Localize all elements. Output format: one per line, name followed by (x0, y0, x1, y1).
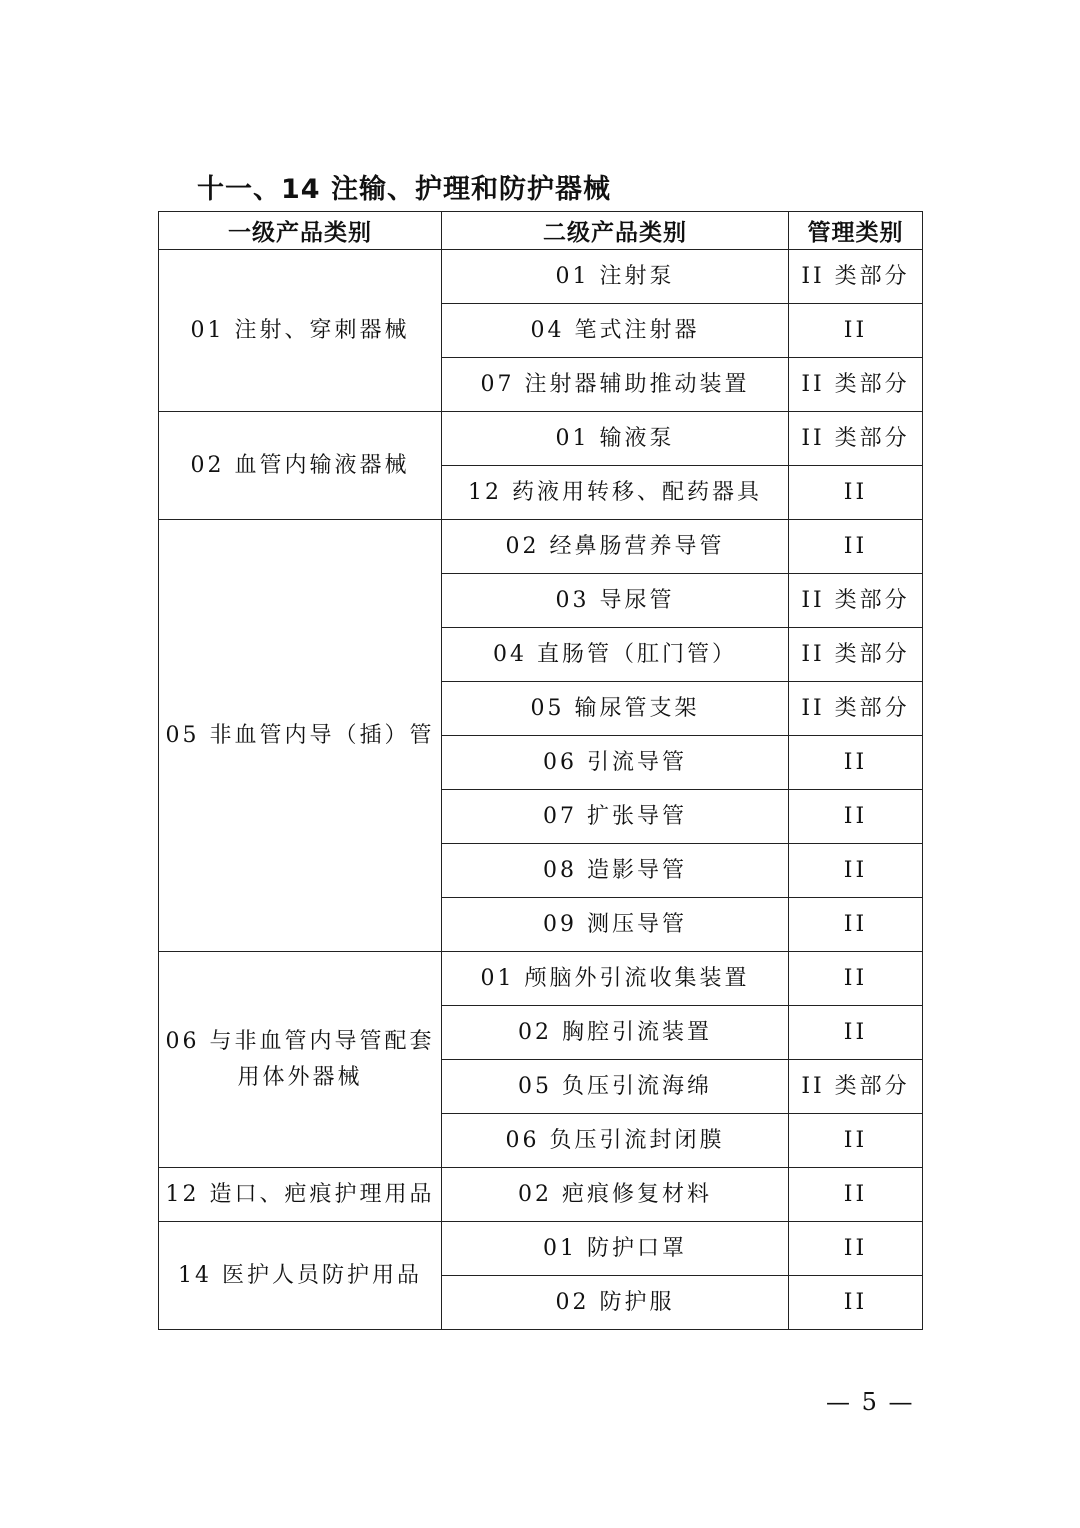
level1-category-cell: 02 血管内输液器械 (159, 412, 442, 520)
management-class-cell: II 类部分 (789, 1060, 923, 1114)
page-number: — 5 — (826, 1388, 915, 1416)
management-class-cell: II (789, 898, 923, 952)
management-class-cell: II 类部分 (789, 628, 923, 682)
level1-category-cell: 06 与非血管内导管配套用体外器械 (159, 952, 442, 1168)
header-level2-category: 二级产品类别 (442, 212, 789, 250)
level2-category-cell: 02 疤痕修复材料 (442, 1168, 789, 1222)
level2-category-cell: 09 测压导管 (442, 898, 789, 952)
level2-category-cell: 01 颅脑外引流收集装置 (442, 952, 789, 1006)
level2-category-cell: 04 笔式注射器 (442, 304, 789, 358)
level2-category-cell: 03 导尿管 (442, 574, 789, 628)
header-level1-category: 一级产品类别 (159, 212, 442, 250)
management-class-cell: II (789, 304, 923, 358)
management-class-cell: II (789, 1168, 923, 1222)
management-class-cell: II (789, 1276, 923, 1330)
table-row (159, 952, 923, 1006)
level2-category-cell: 07 注射器辅助推动装置 (442, 358, 789, 412)
level2-category-cell: 04 直肠管（肛门管） (442, 628, 789, 682)
management-class-cell: II (789, 1222, 923, 1276)
management-class-cell: II 类部分 (789, 574, 923, 628)
management-class-cell: II (789, 844, 923, 898)
management-class-cell: II 类部分 (789, 412, 923, 466)
management-class-cell: II (789, 1114, 923, 1168)
level1-category-cell: 01 注射、穿刺器械 (159, 250, 442, 412)
management-class-cell: II (789, 736, 923, 790)
level2-category-cell: 02 防护服 (442, 1276, 789, 1330)
table-body (159, 250, 923, 1330)
table-row (159, 412, 923, 466)
table-row (159, 1168, 923, 1222)
management-class-cell: II 类部分 (789, 250, 923, 304)
management-class-cell: II 类部分 (789, 358, 923, 412)
level1-category-cell: 12 造口、疤痕护理用品 (159, 1168, 442, 1222)
management-class-cell: II (789, 790, 923, 844)
section-title: 十一、14 注输、护理和防护器械 (197, 174, 611, 205)
level2-category-cell: 12 药液用转移、配药器具 (442, 466, 789, 520)
level2-category-cell: 07 扩张导管 (442, 790, 789, 844)
table-header (159, 212, 923, 250)
table-row (159, 520, 923, 574)
level1-category-cell: 14 医护人员防护用品 (159, 1222, 442, 1330)
management-class-cell: II 类部分 (789, 682, 923, 736)
product-catalog-table (158, 211, 923, 1330)
level2-category-cell: 05 输尿管支架 (442, 682, 789, 736)
management-class-cell: II (789, 466, 923, 520)
level2-category-cell: 08 造影导管 (442, 844, 789, 898)
level2-category-cell: 01 输液泵 (442, 412, 789, 466)
level2-category-cell: 02 经鼻肠营养导管 (442, 520, 789, 574)
management-class-cell: II (789, 952, 923, 1006)
level2-category-cell: 01 注射泵 (442, 250, 789, 304)
table-row (159, 250, 923, 304)
level2-category-cell: 05 负压引流海绵 (442, 1060, 789, 1114)
level2-category-cell: 06 引流导管 (442, 736, 789, 790)
header-management-class: 管理类别 (789, 212, 923, 250)
management-class-cell: II (789, 520, 923, 574)
level1-category-cell: 05 非血管内导（插）管 (159, 520, 442, 952)
management-class-cell: II (789, 1006, 923, 1060)
level2-category-cell: 02 胸腔引流装置 (442, 1006, 789, 1060)
header-row (159, 212, 923, 250)
level2-category-cell: 06 负压引流封闭膜 (442, 1114, 789, 1168)
table-row (159, 1222, 923, 1276)
level2-category-cell: 01 防护口罩 (442, 1222, 789, 1276)
